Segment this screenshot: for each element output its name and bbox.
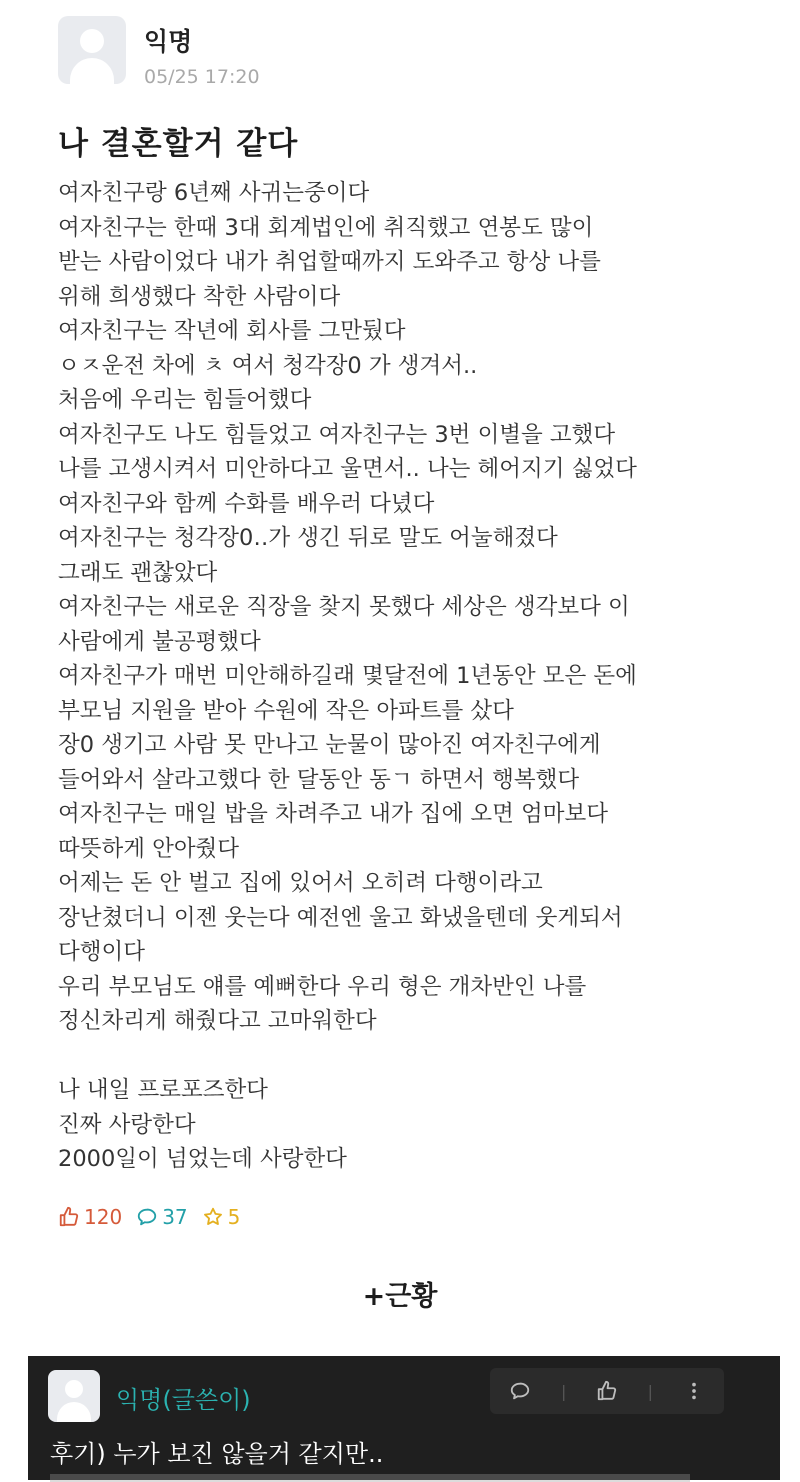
comment-actions [490,1368,724,1414]
update-label: +근황 [362,1281,438,1312]
content-line: 진짜 사랑한다 [58,1111,196,1138]
content-line: 여자친구는 청각장0‥가 생긴 뒤로 말도 어눌해졌다 [58,525,558,551]
content-line: 여자친구는 매일 밥을 차려주고 내가 집에 오면 엄마보다 [58,801,608,827]
content-line: 여자친구는 한때 3대 회계법인에 취직했고 연봉도 많이 [58,214,594,241]
author-avatar[interactable] [58,16,126,84]
content-line: 그래도 괜찮았다 [58,559,218,586]
content-line: 여자친구는 새로운 직장을 찾지 못했다 세상은 생각보다 이 [58,594,630,620]
post-content [58,176,778,1177]
content-line: 받는 사람이었다 내가 취업할때까지 도와주고 항상 나를 [58,249,601,275]
paragraph-spacer [58,1039,778,1074]
speech-bubble-icon [136,1206,158,1228]
content-line: 나를 고생시켜서 미안하다고 울면서.. 나는 헤어지기 싫었다 [58,456,637,482]
comment-panel [28,1356,780,1480]
content-line: 우리 부모님도 얘를 예뻐한다 우리 형은 개차반인 나를 [58,973,587,1000]
avatar-body-shape [57,1402,91,1422]
content-line: 여자친구도 나도 힘들었고 여자친구는 3번 이별을 고했다 [58,421,616,448]
content-line: 어제는 돈 안 벌고 집에 있어서 오히려 다행이라고 [58,870,543,896]
avatar-head-shape [80,29,104,53]
scrap-count-value: 5 [227,1205,241,1229]
thumbs-up-icon [58,1206,80,1228]
author-name: 익명 [144,27,193,56]
post-title: 나 결혼할거 같다 [58,126,299,162]
content-line: 사람에게 불공평했다 [58,628,261,655]
action-divider: | [560,1381,567,1401]
content-line: 여자친구가 매번 미안해하길래 몇달전에 1년동안 모은 돈에 [58,663,637,689]
star-icon [202,1206,224,1228]
post-header [58,16,758,88]
commenter-name: 익명(글쓴이) [116,1386,251,1414]
comment-count-value: 37 [162,1205,188,1229]
avatar-body-shape [70,58,114,84]
content-line: 정신차리게 해줬다고 고마워한다 [58,1008,377,1034]
content-line: 따뜻하게 안아줬다 [58,835,240,862]
scrap-count[interactable] [202,1205,241,1229]
content-line: 여자친구와 함께 수화를 배우러 다녔다 [58,490,435,517]
content-line: ㅇㅈ운전 차에 ㅊ 여서 청각장0 가 생겨서.. [58,352,478,379]
comment-icon [509,1380,531,1402]
content-line: 2000일이 넘었는데 사랑한다 [58,1146,347,1172]
more-button[interactable] [674,1371,714,1411]
comment-count[interactable] [136,1205,187,1229]
content-line: 처음에 우리는 힘들어했다 [58,387,312,413]
content-line: 위해 희생했다 착한 사람이다 [58,283,341,310]
post-stats [58,1202,254,1232]
content-line: 여자친구는 작년에 회사를 그만뒀다 [58,318,406,344]
content-line: 다행이다 [58,939,145,965]
like-count-value: 120 [84,1205,123,1229]
avatar-head-shape [65,1380,83,1398]
thumbs-up-icon [596,1380,618,1402]
reply-button[interactable] [500,1371,540,1411]
commenter-avatar[interactable] [48,1370,100,1422]
like-count[interactable] [58,1205,122,1229]
action-divider: | [647,1381,654,1401]
content-line: 장0 생기고 사람 못 만나고 눈물이 많아진 여자친구에게 [58,732,601,758]
content-line: 들어와서 살라고했다 한 달동안 동ㄱ 하면서 행복했다 [58,766,580,793]
content-line: 장난쳤더니 이젠 웃는다 예전엔 울고 화냈을텐데 웃게되서 [58,904,623,931]
post-date: 05/25 17:20 [144,66,260,88]
content-line: 나 내일 프로포즈한다 [58,1077,268,1103]
like-comment-button[interactable] [587,1371,627,1411]
comment-text: 후기) 누가 보진 않을거 같지만.. [50,1440,384,1468]
cut-off-next-line [50,1474,690,1482]
content-line: 부모님 지원을 받아 수원에 작은 아파트를 샀다 [58,697,514,724]
content-line: 여자친구랑 6년째 사귀는중이다 [58,180,370,206]
more-icon [683,1380,705,1402]
